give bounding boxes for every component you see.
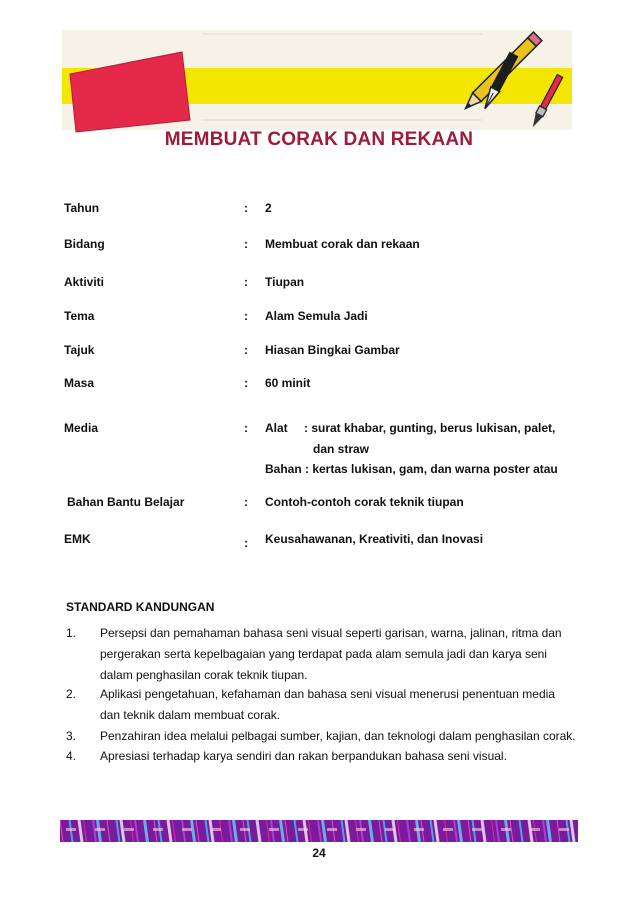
field-colon: : xyxy=(244,421,248,435)
field-label: Bahan Bantu Belajar xyxy=(67,495,185,509)
field-value: 60 minit xyxy=(265,376,311,390)
field-colon: : xyxy=(244,536,248,550)
field-masa xyxy=(0,376,638,396)
field-label: Bidang xyxy=(64,237,105,251)
page-title: MEMBUAT CORAK DAN REKAAN xyxy=(164,129,474,150)
list-item-line: dan teknik dalam membuat corak. xyxy=(100,708,281,722)
list-item-line: pergerakan serta kepelbagaian yang terdapat pada alam semula jadi dan karya seni xyxy=(100,647,547,661)
list-item-line: Penzahiran idea melalui pelbagai sumber, kajian, dan teknologi dalam penghasilan corak. xyxy=(100,729,576,743)
field-label: Tajuk xyxy=(64,343,95,357)
list-item-line: dalam penghasilan corak teknik tiupan. xyxy=(100,668,308,682)
field-value: Alam Semula Jadi xyxy=(265,309,368,323)
field-label: Masa xyxy=(64,376,95,390)
list-item-line: Persepsi dan pemahaman bahasa seni visual seperti garisan, warna, jalinan, ritma dan xyxy=(100,626,562,640)
field-colon: : xyxy=(244,495,248,509)
field-colon: : xyxy=(244,343,248,357)
list-item-line: Aplikasi pengetahuan, kefahaman dan bahasa seni visual menerusi penentuan media xyxy=(100,687,555,701)
header-banner xyxy=(62,24,572,136)
field-tajuk xyxy=(0,343,638,363)
media-alat-text: : surat khabar, gunting, berus lukisan, palet, xyxy=(304,421,556,435)
field-value: Keusahawanan, Kreativiti, dan Inovasi xyxy=(265,532,484,546)
field-label: Tahun xyxy=(64,201,100,215)
list-item-number: 3. xyxy=(66,729,77,743)
page-number: 24 xyxy=(312,846,326,860)
standard-kandungan-heading: STANDARD KANDUNGAN xyxy=(66,600,215,614)
list-item-number: 1. xyxy=(66,626,77,640)
field-value: Membuat corak dan rekaan xyxy=(265,237,420,251)
field-label: Tema xyxy=(64,309,95,323)
list-item-number: 4. xyxy=(66,749,77,763)
field-colon: : xyxy=(244,309,248,323)
footer-decorative-band xyxy=(60,820,578,842)
field-colon: : xyxy=(244,376,248,390)
field-value: Tiupan xyxy=(265,275,305,289)
field-value: Hiasan Bingkai Gambar xyxy=(265,343,400,357)
field-colon: : xyxy=(244,237,248,251)
media-alat-text-cont: dan straw xyxy=(313,442,370,456)
field-emk xyxy=(0,532,638,552)
field-value: 2 xyxy=(265,201,272,215)
media-bahan-text: Bahan : kertas lukisan, gam, dan warna poster atau xyxy=(265,462,558,476)
field-label: Media xyxy=(64,421,99,435)
field-colon: : xyxy=(244,275,248,289)
field-label: Aktiviti xyxy=(64,275,105,289)
field-tema xyxy=(0,309,638,329)
field-bidang xyxy=(0,237,638,257)
field-bahan-bantu-belajar xyxy=(0,495,638,515)
field-value: Contoh-contoh corak teknik tiupan xyxy=(265,495,464,509)
field-colon: : xyxy=(244,201,248,215)
list-item-line: Apresiasi terhadap karya sendiri dan rakan berpandukan bahasa seni visual. xyxy=(100,749,507,763)
list-item-number: 2. xyxy=(66,687,77,701)
field-tahun xyxy=(0,201,638,221)
field-aktiviti xyxy=(0,275,638,295)
field-label: EMK xyxy=(64,532,91,546)
media-alat-label: Alat xyxy=(265,421,288,435)
